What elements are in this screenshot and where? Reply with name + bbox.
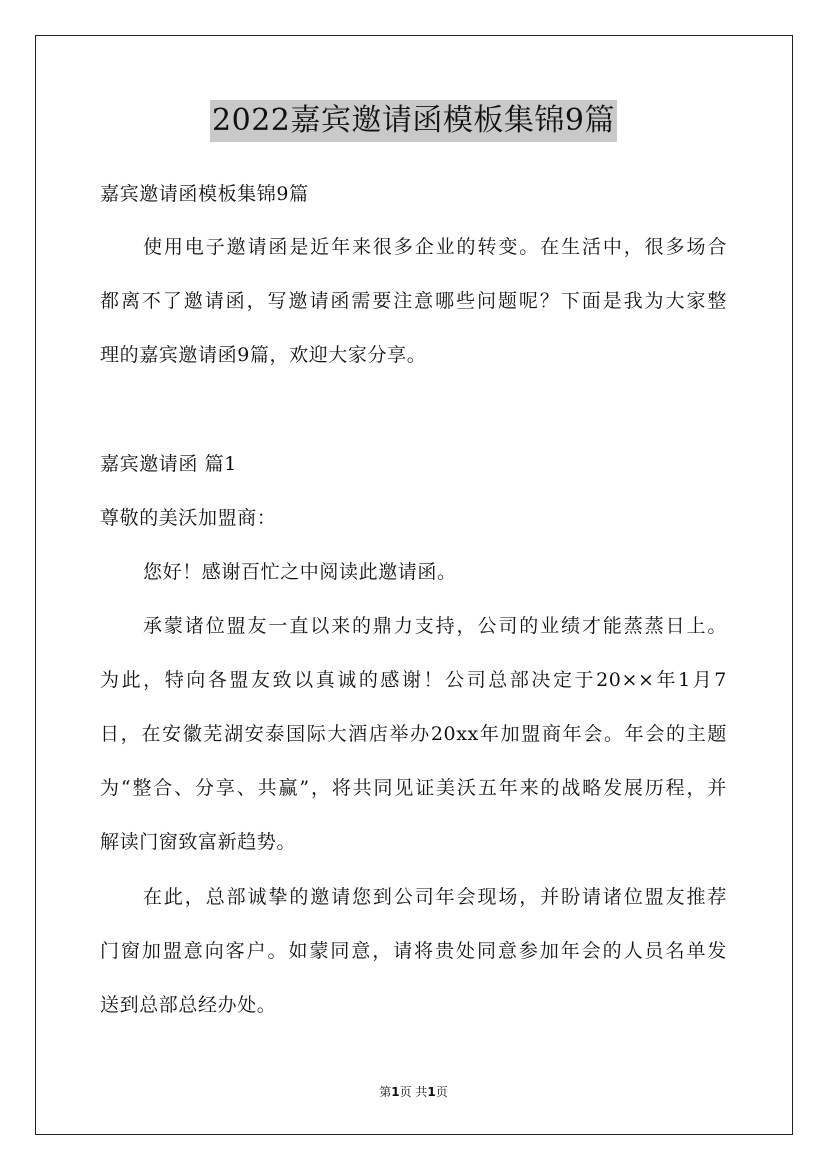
footer-page-current: 1: [391, 1085, 400, 1099]
section-heading: 嘉宾邀请函 篇1: [100, 453, 237, 475]
paragraph1-line-1: 承蒙诸位盟友一直以来的鼎力支持，公司的业绩才能蒸蒸日上。: [143, 615, 727, 637]
paragraph1-line-3: 日，在安徽芜湖安泰国际大酒店举办20xx年加盟商年会。年会的主题: [100, 723, 727, 745]
title-container: [0, 100, 827, 142]
paragraph1-line-5: 解读门窗致富新趋势。: [100, 831, 297, 853]
intro-line-2: 都离不了邀请函，写邀请函需要注意哪些问题呢？下面是我为大家整: [100, 290, 727, 312]
paragraph2-line-1: 在此，总部诚挚的邀请您到公司年会现场，并盼请诸位盟友推荐: [143, 886, 727, 908]
footer-page-total: 1: [427, 1085, 436, 1099]
paragraph2-line-3: 送到总部总经办处。: [100, 994, 277, 1016]
footer-page-prefix: 第: [379, 1085, 392, 1099]
document-subtitle: 嘉宾邀请函模板集锦9篇: [100, 183, 309, 205]
document-title: 2022嘉宾邀请函模板集锦9篇: [210, 100, 617, 142]
footer-page-mid: 页 共: [399, 1085, 428, 1099]
intro-line-3: 理的嘉宾邀请函9篇，欢迎大家分享。: [100, 344, 427, 366]
footer-page-suffix: 页: [435, 1085, 448, 1099]
salutation: 尊敬的美沃加盟商：: [100, 507, 277, 529]
intro-line-1: 使用电子邀请函是近年来很多企业的转变。在生活中，很多场合: [143, 236, 727, 258]
paragraph1-line-2: 为此，特向各盟友致以真诚的感谢！公司总部决定于20××年1月7: [100, 669, 727, 691]
page-footer: [0, 1083, 827, 1100]
paragraph2-line-2: 门窗加盟意向客户。如蒙同意，请将贵处同意参加年会的人员名单发: [100, 940, 727, 962]
paragraph1-line-4: 为“整合、分享、共赢”，将共同见证美沃五年来的战略发展历程，并: [100, 777, 727, 799]
greeting-line: 您好！感谢百忙之中阅读此邀请函。: [143, 561, 457, 583]
